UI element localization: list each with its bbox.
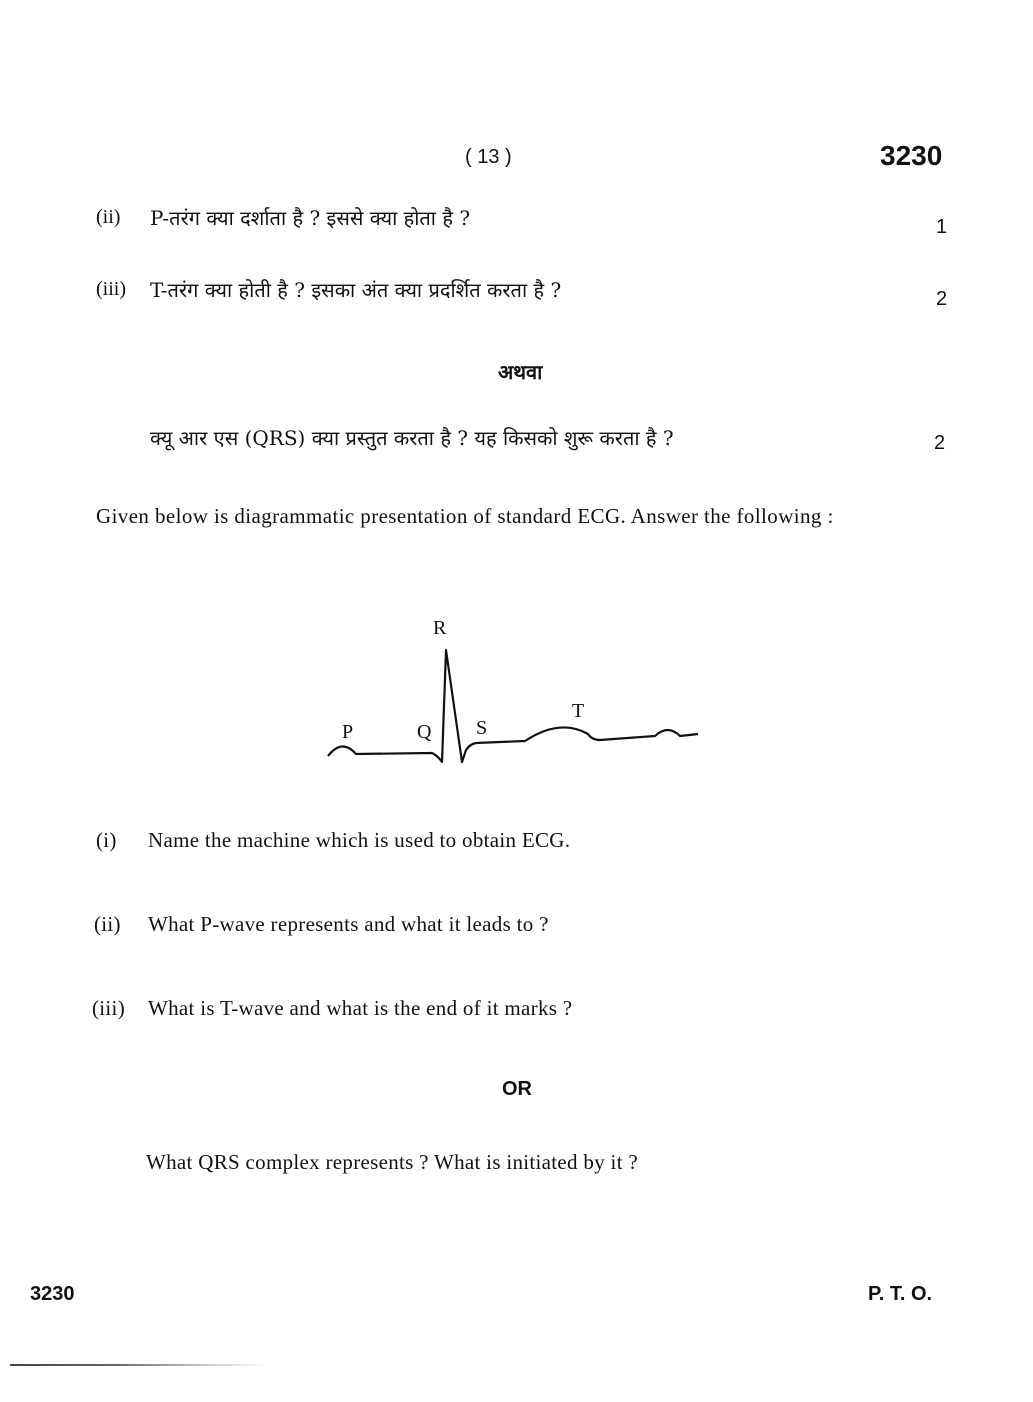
hindi-alt-question: क्यू आर एस (QRS) क्या प्रस्तुत करता है ? यह किसको शुरू करता है ?: [150, 426, 674, 450]
ecg-label-q: Q: [417, 721, 432, 743]
hindi-alt-marks: 2: [934, 432, 946, 454]
english-q2-text: What P-wave represents and what it leads to ?: [148, 912, 549, 936]
ecg-waveform: [328, 650, 698, 762]
hindi-q3-marks: 2: [936, 288, 948, 310]
hindi-q3-text: T-तरंग क्या होती है ? इसका अंत क्या प्रदर्शित करता है ?: [150, 278, 562, 302]
english-alt-question: What QRS complex represents ? What is initiated by it ?: [146, 1150, 638, 1174]
ecg-label-s: S: [476, 717, 488, 739]
hindi-q2-marks: 1: [936, 216, 948, 238]
paper-code-bottom: 3230: [30, 1283, 75, 1305]
english-q1-number: (i): [96, 828, 117, 852]
pto-label: P. T. O.: [868, 1283, 933, 1305]
paper-code-top: 3230: [880, 140, 943, 171]
ecg-label-t: T: [572, 700, 585, 722]
hindi-q2-number: (ii): [96, 206, 121, 228]
english-q3-text: What is T-wave and what is the end of it marks ?: [148, 996, 573, 1020]
ecg-diagram: [320, 610, 720, 780]
hindi-q2-text: P-तरंग क्या दर्शाता है ? इससे क्या होता है ?: [150, 206, 471, 230]
english-q1-text: Name the machine which is used to obtain ECG.: [148, 828, 571, 852]
scan-edge-line: [10, 1364, 270, 1366]
ecg-label-p: P: [342, 721, 354, 743]
hindi-q3-number: (iii): [96, 278, 126, 300]
ecg-label-r: R: [433, 617, 447, 639]
english-q2-number: (ii): [94, 912, 121, 936]
hindi-or-heading: अथवा: [498, 360, 543, 384]
page-number: ( 13 ): [465, 146, 512, 168]
english-q3-number: (iii): [92, 996, 125, 1020]
question-intro: Given below is diagrammatic presentation of standard ECG. Answer the following :: [96, 504, 834, 528]
english-or-heading: OR: [502, 1078, 532, 1100]
